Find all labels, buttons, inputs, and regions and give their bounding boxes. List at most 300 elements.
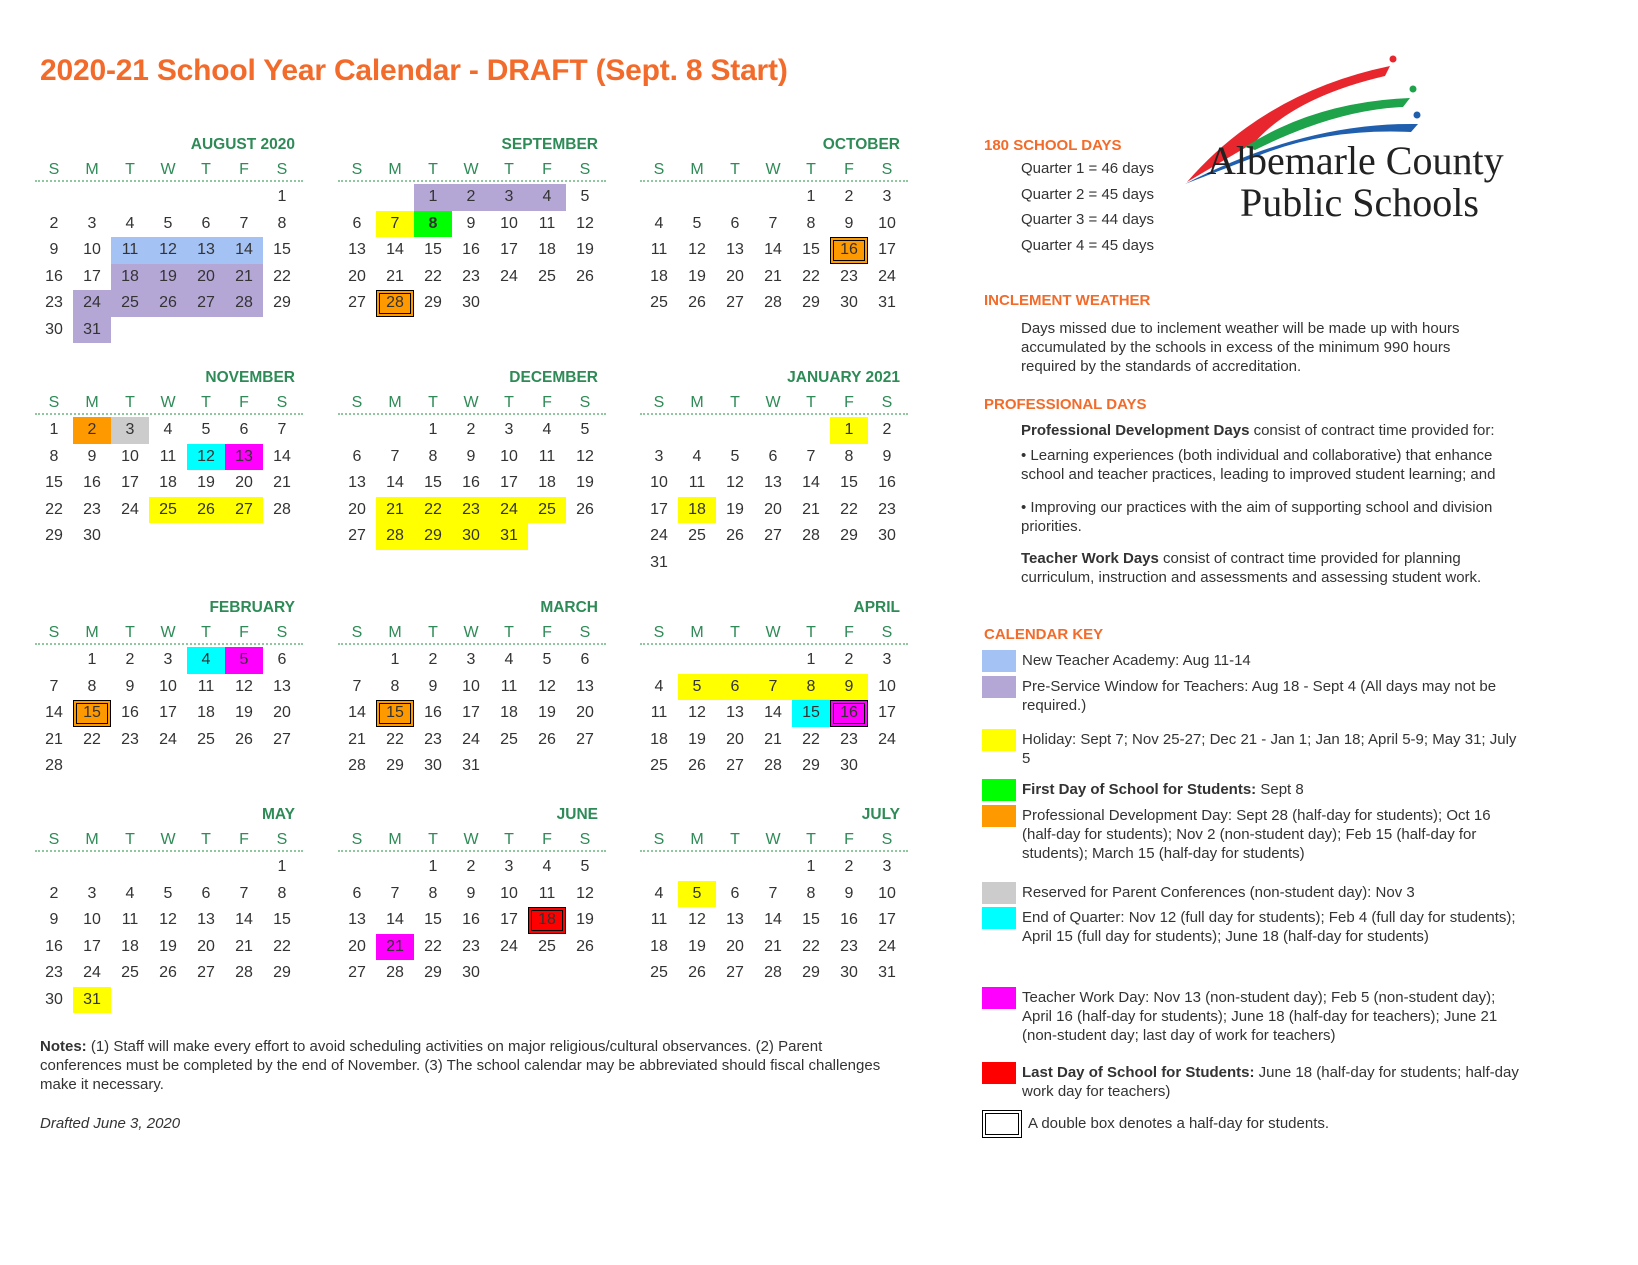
day-cell: 15: [273, 911, 291, 928]
day-cell: 25: [197, 730, 215, 748]
notes-text: (1) Staff will make every effort to avoid scheduling activities on major religious/cultural observances. (2) Parent conferences must be completed by the end of November. (3) The school calendar may be abbreviated should fiscal challenges make it necessary.: [40, 1038, 881, 1093]
day-cell: 12: [576, 447, 594, 465]
weekday-label: W: [765, 624, 781, 641]
key-swatch: [982, 1062, 1016, 1084]
day-cell: 15: [424, 241, 442, 258]
day-cell: 29: [386, 757, 404, 774]
weekday-label: M: [690, 624, 704, 641]
day-cell: 22: [386, 730, 404, 748]
weekday-header: [35, 828, 303, 852]
day-cell: 7: [806, 447, 816, 465]
key-desc: End of Quarter: Nov 12 (full day for students); Feb 4 (full day for students); April 15 (full day for students); June 18 (half-day for students): [1022, 909, 1516, 945]
day-cell: 24: [878, 730, 896, 748]
weekday-label: S: [653, 394, 665, 411]
day-cell: 8: [428, 447, 438, 465]
key-text: [1022, 1063, 1527, 1101]
day-cell: 19: [197, 474, 215, 491]
day-cell: 9: [87, 447, 97, 465]
day-grid: [35, 417, 303, 550]
month-name: APRIL: [853, 599, 900, 616]
day-cell: 9: [830, 674, 868, 701]
day-cell: 1: [49, 421, 59, 438]
weekday-label: T: [504, 394, 514, 411]
day-cell: 16: [830, 700, 868, 727]
day-cell: 1: [277, 188, 287, 205]
tw-text: consist of contract time provided for planning curriculum, instruction and assessments and assessing student work.: [1021, 550, 1482, 586]
day-cell: 3: [87, 214, 97, 232]
inclement-section: [984, 291, 1584, 376]
day-cell: 6: [352, 447, 362, 465]
day-cell: 19: [159, 937, 177, 955]
month-0: [35, 132, 303, 343]
empty-cell: [640, 184, 678, 211]
day-cell: 23: [840, 937, 858, 955]
day-cell: 23: [462, 267, 480, 285]
day-cell: 19: [688, 267, 706, 285]
day-grid: [640, 184, 908, 317]
day-cell: 19: [538, 704, 556, 721]
key-item: [982, 987, 1582, 1045]
day-cell: 25: [500, 730, 518, 748]
day-cell: 1: [806, 858, 816, 875]
day-cell: 9: [125, 677, 135, 695]
day-cell: 24: [462, 730, 480, 748]
day-cell: 25: [111, 290, 149, 317]
month-8: [640, 595, 908, 780]
day-cell: 8: [49, 447, 59, 465]
weekday-label: T: [428, 394, 438, 411]
day-cell: 7: [768, 884, 778, 902]
day-cell: 13: [348, 474, 366, 491]
day-cell: 2: [428, 651, 438, 668]
empty-cell: [111, 854, 149, 881]
day-cell: 30: [45, 320, 63, 338]
key-swatch: [982, 805, 1016, 827]
day-cell: 1: [428, 858, 438, 875]
key-text: [1022, 883, 1527, 904]
weekday-label: T: [201, 161, 211, 178]
weekday-label: S: [579, 394, 591, 411]
pd-bold: Professional Development Days: [1021, 422, 1250, 439]
empty-cell: [716, 647, 754, 674]
day-cell: 2: [844, 188, 854, 205]
weekday-label: M: [690, 394, 704, 411]
day-cell: 4: [654, 214, 664, 232]
day-cell: 18: [650, 267, 668, 285]
key-heading: CALENDAR KEY: [984, 626, 1104, 643]
day-cell: 13: [348, 911, 366, 928]
day-cell: 12: [576, 214, 594, 232]
day-cell: 18: [650, 937, 668, 955]
day-cell: 7: [352, 677, 362, 695]
day-cell: 17: [500, 911, 518, 928]
day-cell: 23: [452, 497, 490, 524]
day-cell: 18: [678, 497, 716, 524]
day-cell: 19: [726, 500, 744, 518]
empty-cell: [678, 647, 716, 674]
day-cell: 30: [840, 294, 858, 311]
day-cell: 11: [500, 677, 518, 695]
day-cell: 16: [878, 474, 896, 491]
empty-cell: [754, 417, 792, 444]
weekday-label: S: [276, 394, 288, 411]
day-cell: 23: [840, 730, 858, 748]
day-cell: 19: [576, 241, 594, 258]
key-text: [1028, 1114, 1533, 1138]
day-cell: 22: [273, 937, 291, 955]
day-grid: [35, 854, 303, 1013]
month-name: SEPTEMBER: [501, 136, 598, 153]
weekday-label: W: [463, 624, 479, 641]
month-1: [338, 132, 606, 317]
key-swatch: [982, 1110, 1022, 1138]
weekday-label: S: [653, 831, 665, 848]
day-cell: 30: [840, 964, 858, 981]
day-cell: 14: [764, 911, 782, 928]
day-cell: 25: [528, 497, 566, 524]
day-cell: 14: [764, 704, 782, 721]
day-cell: 5: [201, 421, 211, 438]
day-cell: 19: [576, 911, 594, 928]
day-cell: 30: [452, 523, 490, 550]
day-cell: 27: [726, 294, 744, 311]
day-cell: 13: [726, 911, 744, 928]
weekday-label: F: [239, 394, 249, 411]
day-cell: 20: [348, 937, 366, 955]
day-cell: 31: [73, 987, 111, 1014]
day-cell: 26: [726, 527, 744, 544]
day-cell: 24: [83, 964, 101, 981]
day-cell: 18: [650, 730, 668, 748]
weekday-label: T: [806, 161, 816, 178]
day-cell: 31: [878, 964, 896, 981]
day-cell: 27: [348, 964, 366, 981]
day-cell: 10: [83, 911, 101, 928]
day-cell: 23: [45, 294, 63, 311]
day-cell: 24: [73, 290, 111, 317]
weekday-label: T: [806, 624, 816, 641]
key-swatch: [982, 650, 1016, 672]
day-cell: 9: [466, 214, 476, 232]
day-cell: 3: [111, 417, 149, 444]
weekday-label: S: [48, 831, 60, 848]
key-item: [982, 805, 1582, 863]
day-cell: 4: [528, 184, 566, 211]
weekday-label: F: [542, 161, 552, 178]
day-cell: 2: [844, 858, 854, 875]
day-cell: 3: [466, 651, 476, 668]
day-cell: 30: [424, 757, 442, 774]
day-cell: 23: [83, 500, 101, 518]
month-name: OCTOBER: [822, 136, 900, 153]
day-cell: 27: [197, 964, 215, 981]
day-cell: 7: [754, 674, 792, 701]
day-cell: 10: [159, 677, 177, 695]
day-cell: 25: [149, 497, 187, 524]
empty-cell: [35, 647, 73, 674]
day-cell: 27: [225, 497, 263, 524]
day-cell: 6: [580, 651, 590, 668]
day-cell: 20: [348, 500, 366, 518]
weekday-label: F: [844, 624, 854, 641]
weekday-label: T: [201, 831, 211, 848]
key-text: [1022, 988, 1527, 1045]
day-cell: 12: [726, 474, 744, 491]
day-cell: 21: [45, 730, 63, 748]
day-cell: 22: [273, 267, 291, 285]
day-cell: 11: [197, 677, 215, 695]
day-cell: 8: [792, 674, 830, 701]
day-cell: 16: [83, 474, 101, 491]
weekday-label: M: [388, 394, 402, 411]
day-grid: [338, 417, 606, 550]
empty-cell: [35, 854, 73, 881]
day-cell: 21: [802, 500, 820, 518]
day-cell: 1: [390, 651, 400, 668]
weekday-label: T: [125, 394, 135, 411]
key-text: [1022, 730, 1527, 768]
day-cell: 25: [538, 267, 556, 285]
day-cell: 30: [83, 527, 101, 544]
notes-label: Notes:: [40, 1038, 87, 1055]
key-item: [982, 650, 1582, 672]
day-cell: 22: [83, 730, 101, 748]
month-name: DECEMBER: [509, 369, 598, 386]
day-cell: 14: [45, 704, 63, 721]
day-cell: 29: [424, 294, 442, 311]
day-cell: 4: [654, 884, 664, 902]
day-cell: 3: [654, 447, 664, 465]
day-cell: 29: [273, 964, 291, 981]
day-cell: 24: [121, 500, 139, 518]
weekday-label: F: [844, 831, 854, 848]
day-cell: 8: [87, 677, 97, 695]
day-cell: 28: [376, 523, 414, 550]
day-cell: 10: [462, 677, 480, 695]
day-cell: 2: [844, 651, 854, 668]
day-cell: 15: [840, 474, 858, 491]
weekday-header: [338, 621, 606, 645]
weekday-label: S: [881, 831, 893, 848]
day-cell: 4: [187, 647, 225, 674]
key-bold: Last Day of School for Students:: [1022, 1064, 1255, 1081]
day-cell: 10: [650, 474, 668, 491]
day-cell: 24: [878, 267, 896, 285]
day-cell: 28: [764, 294, 782, 311]
weekday-label: S: [276, 161, 288, 178]
day-cell: 10: [878, 884, 896, 902]
day-grid: [640, 647, 908, 780]
day-cell: 10: [500, 214, 518, 232]
day-cell: 4: [163, 421, 173, 438]
day-cell: 5: [678, 674, 716, 701]
day-cell: 7: [239, 884, 249, 902]
day-cell: 16: [830, 237, 868, 264]
day-cell: 22: [802, 937, 820, 955]
day-cell: 29: [802, 294, 820, 311]
empty-cell: [73, 184, 111, 211]
day-grid: [640, 854, 908, 987]
empty-cell: [678, 854, 716, 881]
day-cell: 12: [538, 677, 556, 695]
day-cell: 13: [348, 241, 366, 258]
day-cell: 9: [49, 911, 59, 928]
bullet-1: • Learning experiences (both individual and collaborative) that enhance school and teacher practices, leading to improved student learning; and: [1021, 447, 1496, 483]
day-cell: 19: [688, 730, 706, 748]
day-cell: 22: [45, 500, 63, 518]
key-item: [982, 1113, 1582, 1138]
day-cell: 2: [882, 421, 892, 438]
day-cell: 23: [424, 730, 442, 748]
day-cell: 7: [239, 214, 249, 232]
day-cell: 21: [764, 267, 782, 285]
day-cell: 17: [462, 704, 480, 721]
key-desc: Teacher Work Day: Nov 13 (non-student day); Feb 5 (non-student day); April 16 (half-day for students); June 18 (half-day for teachers); June 21 (non-student day; last day of work for teachers): [1022, 989, 1498, 1044]
weekday-label: S: [48, 161, 60, 178]
weekday-label: W: [463, 394, 479, 411]
day-cell: 16: [121, 704, 139, 721]
month-name: AUGUST 2020: [190, 136, 295, 153]
weekday-header: [338, 828, 606, 852]
day-cell: 20: [348, 267, 366, 285]
empty-cell: [187, 184, 225, 211]
day-cell: 11: [121, 911, 139, 928]
day-cell: 5: [163, 884, 173, 902]
day-cell: 6: [730, 214, 740, 232]
day-cell: 25: [650, 964, 668, 981]
day-cell: 8: [414, 211, 452, 238]
weekday-label: S: [351, 624, 363, 641]
day-cell: 19: [149, 264, 187, 291]
empty-cell: [754, 184, 792, 211]
weekday-header: [338, 391, 606, 415]
day-cell: 17: [83, 267, 101, 285]
day-cell: 17: [878, 911, 896, 928]
weekday-label: T: [730, 394, 740, 411]
day-cell: 4: [504, 651, 514, 668]
empty-cell: [754, 854, 792, 881]
key-swatch: [982, 779, 1016, 801]
day-cell: 3: [882, 651, 892, 668]
day-cell: 6: [716, 674, 754, 701]
weekday-header: [338, 158, 606, 182]
day-cell: 26: [159, 964, 177, 981]
day-cell: 2: [452, 184, 490, 211]
day-cell: 28: [376, 290, 414, 317]
day-cell: 17: [878, 704, 896, 721]
day-cell: 30: [840, 757, 858, 774]
empty-cell: [338, 417, 376, 444]
day-cell: 3: [882, 858, 892, 875]
day-cell: 30: [45, 990, 63, 1008]
month-name: JANUARY 2021: [787, 369, 900, 386]
weekday-label: S: [653, 161, 665, 178]
weekday-label: S: [351, 161, 363, 178]
day-cell: 14: [225, 237, 263, 264]
day-cell: 16: [45, 267, 63, 285]
key-swatch: [982, 907, 1016, 929]
day-cell: 28: [386, 964, 404, 981]
day-cell: 1: [806, 651, 816, 668]
quarter-2: Quarter 2 = 45 days: [1021, 185, 1154, 203]
weekday-label: F: [844, 394, 854, 411]
day-cell: 10: [500, 884, 518, 902]
day-cell: 10: [83, 241, 101, 258]
key-desc: Professional Development Day: Sept 28 (half-day for students); Oct 16 (half-day for students); Nov 2 (non-student day); Feb 15 (half-day for students); March 15 (half-day for students): [1022, 807, 1491, 862]
weekday-label: F: [542, 394, 552, 411]
day-cell: 7: [768, 214, 778, 232]
bullet-2: • Improving our practices with the aim of supporting school and division priorities.: [1021, 499, 1493, 535]
day-cell: 1: [428, 421, 438, 438]
quarter-1: Quarter 1 = 46 days: [1021, 160, 1154, 177]
day-cell: 16: [45, 937, 63, 955]
weekday-label: S: [881, 624, 893, 641]
day-cell: 6: [730, 884, 740, 902]
day-cell: 7: [390, 884, 400, 902]
weekday-label: W: [765, 394, 781, 411]
day-cell: 14: [273, 447, 291, 465]
day-cell: 7: [49, 677, 59, 695]
day-cell: 8: [277, 214, 287, 232]
weekday-label: T: [806, 831, 816, 848]
empty-cell: [111, 184, 149, 211]
key-desc: Pre-Service Window for Teachers: Aug 18 - Sept 4 (All days may not be required.): [1022, 678, 1497, 714]
professional-section: [984, 395, 1584, 587]
day-cell: 5: [692, 214, 702, 232]
day-cell: 10: [878, 677, 896, 695]
day-cell: 28: [235, 964, 253, 981]
day-cell: 5: [580, 421, 590, 438]
month-name: FEBRUARY: [209, 599, 295, 616]
day-cell: 27: [348, 527, 366, 544]
day-grid: [640, 417, 908, 576]
day-cell: 7: [376, 211, 414, 238]
key-desc: A double box denotes a half-day for students.: [1028, 1115, 1330, 1132]
day-grid: [338, 184, 606, 317]
page-title: 2020-21 School Year Calendar - DRAFT (Sept. 8 Start): [40, 54, 788, 87]
day-cell: 20: [197, 937, 215, 955]
weekday-label: M: [690, 161, 704, 178]
month-name: MAY: [261, 806, 295, 823]
day-cell: 1: [277, 858, 287, 875]
weekday-label: T: [504, 831, 514, 848]
school-days-section: [984, 136, 1584, 259]
day-cell: 31: [490, 523, 528, 550]
day-cell: 4: [542, 858, 552, 875]
day-cell: 16: [840, 911, 858, 928]
empty-cell: [678, 184, 716, 211]
day-cell: 14: [386, 911, 404, 928]
day-cell: 28: [802, 527, 820, 544]
weekday-label: M: [85, 394, 99, 411]
day-cell: 25: [650, 294, 668, 311]
empty-cell: [376, 854, 414, 881]
day-cell: 21: [764, 730, 782, 748]
day-cell: 15: [424, 474, 442, 491]
weekday-label: S: [579, 624, 591, 641]
weekday-label: T: [125, 624, 135, 641]
month-name: MARCH: [540, 599, 598, 616]
day-cell: 5: [730, 447, 740, 465]
inclement-heading: INCLEMENT WEATHER: [984, 292, 1151, 309]
day-cell: 27: [576, 730, 594, 748]
day-cell: 24: [650, 527, 668, 544]
day-cell: 27: [348, 294, 366, 311]
day-cell: 11: [688, 474, 706, 491]
key-text: [1022, 677, 1527, 715]
day-cell: 22: [802, 730, 820, 748]
day-cell: 15: [73, 700, 111, 727]
